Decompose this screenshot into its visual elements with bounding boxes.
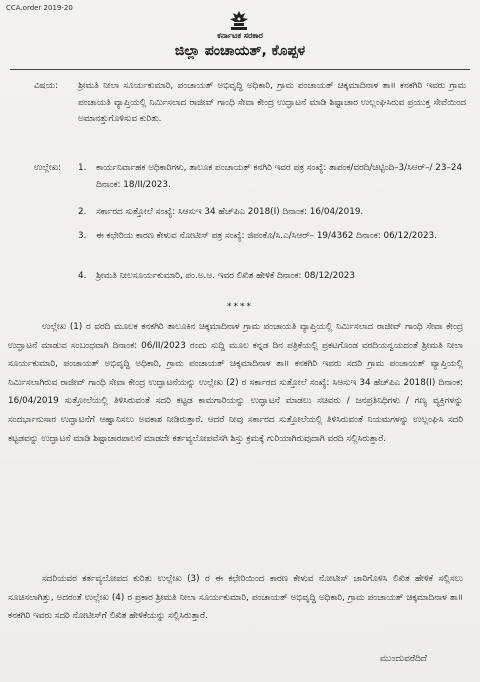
reference-number: 4.: [78, 271, 87, 281]
subject-text: ಶ್ರೀಮತಿ ನೀಲಾ ಸೂರ್ಯಕುಮಾರಿ, ಪಂಚಾಯತ್ ಅಭಿವೃದ್ಧಿ ಅಧಿಕಾರಿ, ಗ್ರಾಮ ಪಂಚಾಯತ್ ಚಿಕ್ಕಮಾದಿನಾಳ ತಾ॥ ಕನಕಗಿರಿ ಇವರು ಗ್ರಾಮ ಪಂಚಾಯತಿ ವ್ಯಾಪ್ತಿಯಲ್ಲಿ ನಿರ್ಮಿಸಲಾದ ರಾಜೀವ್ ಗಾಂಧಿ ಸೇವಾ ಕೇಂದ್ರ ಉದ್ಘಾಟನೆ ಮಾಡಿ ಶಿಷ್ಟಾಚಾರ ಉಲ್ಲಂಘಿಸಿರುವ ಪ್ರಯುಕ್ತ ಸೇವೆಯಿಂದ ಅಮಾನತ್ತುಗೊಳಿಸುವ ಕುರಿತು.: [78, 81, 466, 124]
reference-text: ಶ್ರೀಮತಿ ನೀಲಸೂರ್ಯಕುಮಾರಿ, ಪಂ.ಅ.ಅ. ಇವರ ಲಿಖಿತ ಹೇಳಿಕೆ ದಿನಾಂಕ: 08/12/2023: [96, 271, 355, 281]
reference-number: 3.: [78, 231, 87, 241]
continued-marker: ಮುಂದುವರೆದಿದೆ: [380, 654, 427, 664]
state-emblem-icon: [226, 10, 252, 32]
header-divider: [10, 69, 470, 70]
subject-label: ವಿಷಯ:: [34, 81, 59, 91]
body-paragraph: ಸದರಿಯವರ ಕರ್ತವ್ಯಲೋಪದ ಕುರಿತು ಉಲ್ಲೇಖ (3) ರ ಈ ಕಛೇರಿಯಿಂದ ಕಾರಣ ಕೇಳುವ ನೋಟೀಸ್ ಜಾರಿಗೊಳಿಸಿ ಲಿಖಿತ ಹೇಳಿಕೆ ಸಲ್ಲಿಸಲು ಸೂಚಿಸಲಾಗಿತ್ತು, ಅದರಂತೆ ಉಲ್ಲೇಖ (4) ರ ಪ್ರಕಾರ ಶ್ರೀಮತಿ ನೀಲಾ ಸೂರ್ಯಕುಮಾರಿ, ಪಂಚಾಯತ್ ಅಭಿವೃದ್ಧಿ ಅಧಿಕಾರಿ, ಗ್ರಾಮ ಪಂಚಾಯತ್ ಚಿಕ್ಕಮಾದಿನಾಳ ತಾ॥ ಕನಕಗಿರಿ ಇವರು ಸದರಿ ನೋಟೀಸ್‌ಗೆ ಲಿಖಿತ ಹೇಳಿಕೆಯನ್ನು ಸಲ್ಲಿಸಿರುತ್ತಾರೆ.: [8, 574, 463, 622]
department-name: ಕರ್ನಾಟಕ ಸರಕಾರ: [217, 31, 263, 40]
reference-text: ಕಾರ್ಯನಿರ್ವಾಹಕ ಅಧಿಕಾರಿಗಳು, ತಾಲೂಕ ಪಂಚಾಯತ್ ಕನಗಿರಿ ಇವರ ಪತ್ರ ಸಂಖ್ಯೆ: ತಾಪಂಕ/ವರದಿ/ಚಿಟ್ಟಿಂದಿ–3/ಸಿಆರ್–/ 23–24 ದಿನಾಂಕ: 18/II/2023.: [96, 163, 463, 190]
reference-text: ಈ ಕಛೇರಿಯ ಕಾರಣ ಕೇಳುವ ನೋಟೀಸ್ ಪತ್ರ ಸಂಖ್ಯೆ: ಜಿಪಂಕೊ/ಸಿ.ಎ/ಸಿಆರ್– 19/4362 ದಿನಾಂಕ: 06/12/2023.: [96, 231, 437, 241]
references-label: ಉಲ್ಲೇಖ:: [34, 163, 62, 173]
section-separator: ****: [227, 302, 253, 312]
reference-number: 2.: [78, 207, 87, 217]
office-title: ಜಿಲ್ಲಾ ಪಂಚಾಯತ್, ಕೊಪ್ಪಳ: [174, 43, 306, 59]
reference-number: 1.: [78, 163, 87, 173]
reference-text: ಸರ್ಕಾರದ ಸುತ್ತೋಲೆ ಸಂಖ್ಯೆ: ಸಿಆಸುಇ 34 ಹೆಚ್‌ಪಿಎ 2018(I) ದಿನಾಂಕ: 16/04/2019.: [96, 207, 364, 217]
body-paragraph: ಉಲ್ಲೇಖ (1) ರ ವರದಿ ಮೂಲಕ ಕನಕಗಿರಿ ತಾಲೂಕಿನ ಚಿಕ್ಕಮಾದಿನಾಳ ಗ್ರಾಮ ಪಂಚಾಯತಿ ವ್ಯಾಪ್ತಿಯಲ್ಲಿ ನಿರ್ಮಿಸಲಾದ ರಾಜೀವ್ ಗಾಂಧಿ ಸೇವಾ ಕೇಂದ್ರ ಉದ್ಘಾಟನೆ ಮಾಡುವ ಸಂಬಂಧವಾಗಿ ದಿನಾಂಕ: 06/II/2023 ರಂದು ಸುದ್ದಿ ಮೂಲ ಕನ್ನಡ ದಿನ ಪತ್ರಿಕೆಯಲ್ಲಿ ಪ್ರಕಟಗೊಂಡ ವರದಿಯನ್ವಯದಂತೆ ಶ್ರೀಮತಿ ನೀಲಾ ಸೂರ್ಯಕುಮಾರಿ, ಪಂಚಾಯತ್ ಅಭಿವೃದ್ಧಿ ಅಧಿಕಾರಿ, ಗ್ರಾಮ ಪಂಚಾಯತ್ ಚಿಕ್ಕಮಾದಿನಾಳ ತಾ॥ ಕನಕಗಿರಿ ಇವರು ಸದರಿ ಗ್ರಾಮ ಪಂಚಾಯತ್ ವ್ಯಾಪ್ತಿಯಲ್ಲಿ ನಿರ್ಮಿಸಲಾಗಿರುವ ರಾಜೀವ್ ಗಾಂಧಿ ಸೇವಾ ಕೇಂದ್ರ ಉದ್ಘಾಟನೆಯನ್ನು ಉಲ್ಲೇಖ (2) ರ ಸರ್ಕಾರದ ಸುತ್ತೋಲೆ ಸಂಖ್ಯೆ: ಸಿಆಸುಇ 34 ಹೆಚ್‌ಪಿಎ 2018(I) ದಿನಾಂಕ: 16/04/2019 ಸುತ್ತೋಲೆಯಲ್ಲಿ ತಿಳಿಸಿರುವಂತೆ ಸದರಿ ಕಟ್ಟಡ ಕಾಮಗಾರಿಯನ್ನು ಉದ್ಘಾಟನೆ ಮಾಡಲು ಸಚಿವರು / ಜನಪ್ರತಿನಿಧಿಗಳು / ಗಣ್ಯ ವ್ಯಕ್ತಿಗಳನ್ನು ಸಂದರ್ಭಾನುಸಾರ ಉದ್ಘಾಟನೆಗೆ ಆಹ್ವಾನಿಸಲು ಅವಕಾಶ ನೀಡಿರುತ್ತಾರೆ. ಆದರೆ ನೀವು ಸರ್ಕಾರದ ಸುತ್ತೋಲೆಯಲ್ಲಿ ತಿಳಿಸಿರುವಂತೆ ನಿಯಮಗಳನ್ನು ಉಲ್ಲಂಘಿಸಿ ಸದರಿ ಕಟ್ಟಡವನ್ನು ಉದ್ಘಾಟನೆ ಮಾಡಿ ಶಿಷ್ಟಾಚಾರಪಾಲನೆ ಮಾಡದೇ ಕರ್ತವ್ಯಲೋಪವೆಸಗಿ ಶಿಸ್ತು ಕ್ರಮಕ್ಕೆ ಗುರಿಯಾಗಿರುವುದಾಗಿ ವರದಿ ಸಲ್ಲಿಸಿರುತ್ತಾರೆ.: [8, 322, 463, 444]
file-reference: CCA.order 2019-20: [6, 4, 73, 12]
